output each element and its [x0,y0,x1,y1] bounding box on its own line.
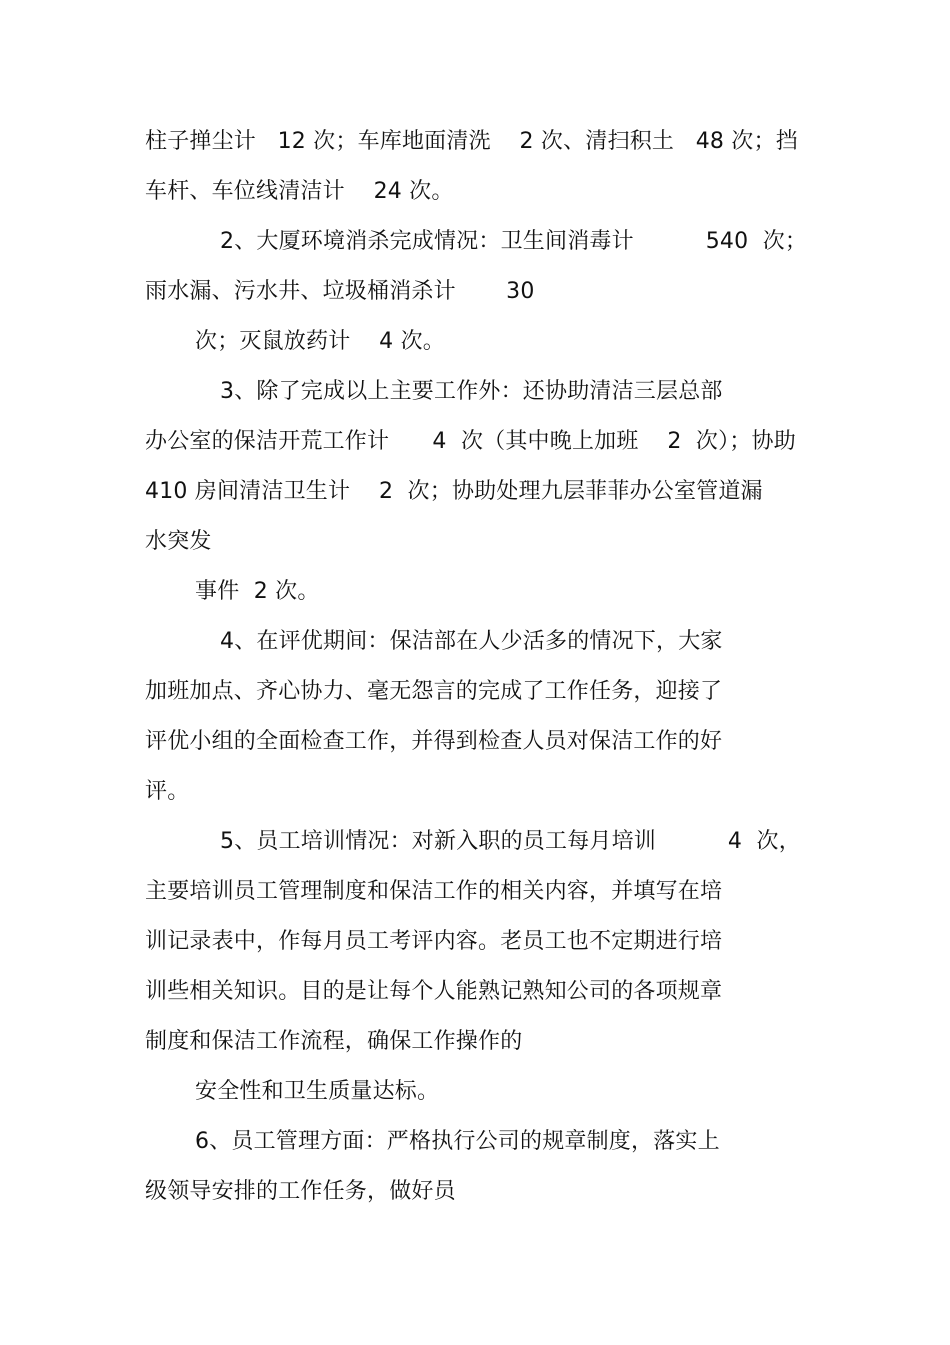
text-line: 制度和保洁工作流程，确保工作操作的 [145,1029,523,1054]
text-line: 事件 2 次。 [195,579,320,604]
text-line: 加班加点、齐心协力、毫无怨言的完成了工作任务，迎接了 [145,679,723,704]
text-line: 次；灭鼠放药计 4 次。 [195,329,445,354]
text-line: 6、员工管理方面：严格执行公司的规章制度，落实上 [195,1129,720,1154]
text-line: 5、员工培训情况：对新入职的员工每月培训 4 次， [220,829,801,854]
text-line: 水突发 [145,529,212,554]
text-line: 办公室的保洁开荒工作计 4 次（其中晚上加班 2 次）；协助 [145,429,796,454]
text-line: 评优小组的全面检查工作，并得到检查人员对保洁工作的好 [145,729,723,754]
text-line: 训记录表中，作每月员工考评内容。老员工也不定期进行培 [145,929,723,954]
text-line: 评。 [145,779,190,804]
text-line: 柱子掸尘计 12 次；车库地面清洗 2 次、清扫积土 48 次；挡 [145,129,798,154]
text-line: 主要培训员工管理制度和保洁工作的相关内容，并填写在培 [145,879,723,904]
text-line: 车杆、车位线清洁计 24 次。 [145,179,454,204]
text-line: 2、大厦环境消杀完成情况：卫生间消毒计 540 次； [220,229,808,254]
text-line: 级领导安排的工作任务，做好员 [145,1179,456,1204]
text-line: 410 房间清洁卫生计 2 次；协助处理九层菲菲办公室管道漏 [145,479,763,504]
text-line: 4、在评优期间：保洁部在人少活多的情况下，大家 [220,629,723,654]
text-line: 训些相关知识。目的是让每个人能熟记熟知公司的各项规章 [145,979,723,1004]
text-line: 3、除了完成以上主要工作外：还协助清洁三层总部 [220,379,723,404]
text-line: 安全性和卫生质量达标。 [195,1079,440,1104]
text-line: 雨水漏、污水井、垃圾桶消杀计 30 [145,279,535,304]
